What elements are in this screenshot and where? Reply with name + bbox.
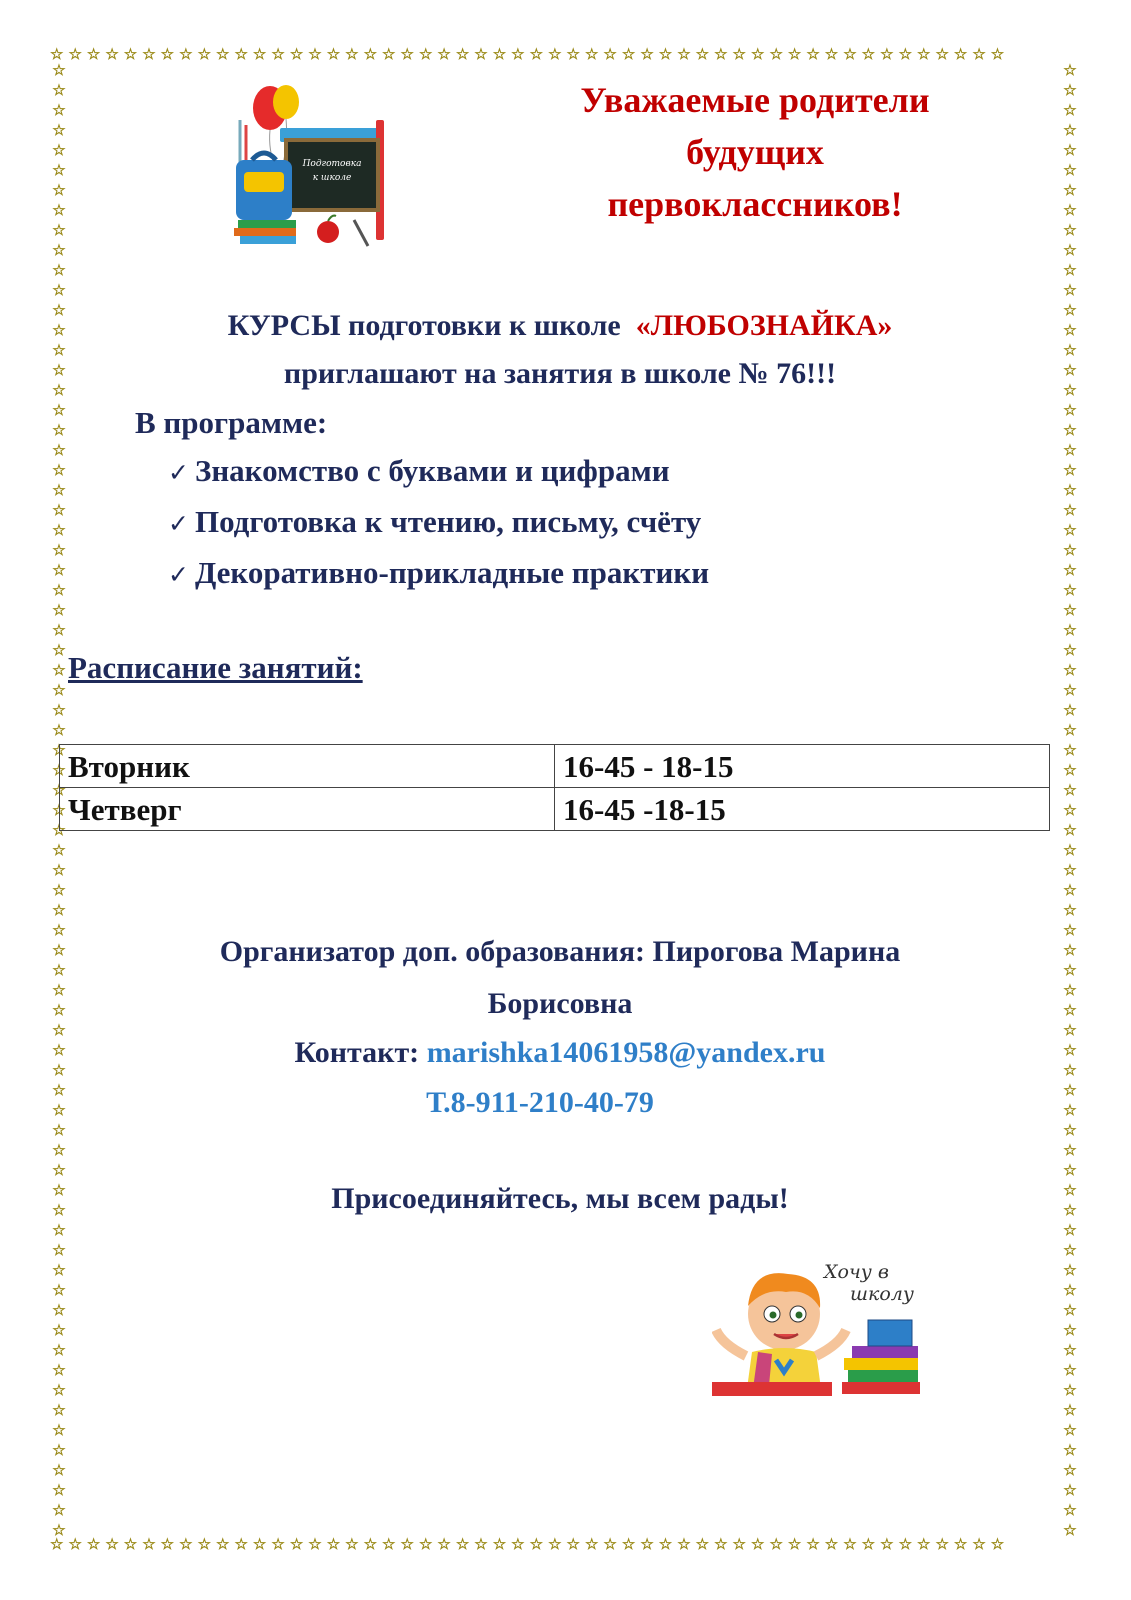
checkmark-icon: ✓: [168, 509, 189, 538]
schedule-title: Расписание занятий:: [68, 650, 363, 685]
contact-label: Контакт:: [294, 1036, 420, 1069]
table-row: [60, 788, 1050, 831]
course-name: «ЛЮБОЗНАЙКА»: [635, 309, 893, 342]
organizer-line-2: Борисовна: [487, 987, 633, 1020]
svg-text:к школе: к школе: [312, 173, 352, 183]
svg-text:Подготовка: Подготовка: [302, 159, 362, 169]
page-title: [520, 74, 990, 230]
books-stack-icon: [842, 1382, 920, 1394]
schedule-time: 16-45 - 18-15: [555, 745, 1050, 788]
schedule-time: 16-45 -18-15: [555, 788, 1050, 831]
courses-line-1: [100, 302, 1020, 350]
school-prep-illustration: [228, 80, 398, 255]
courses-invite: приглашают на занятия в школе № 76!!!: [283, 357, 837, 390]
balloon-yellow-icon: [273, 85, 299, 119]
schedule-day: Четверг: [60, 788, 555, 831]
program-list: [168, 446, 709, 599]
title-line-2: будущих: [686, 132, 824, 172]
star-border-left: ☆☆☆☆☆☆☆☆☆☆☆☆☆☆☆☆☆☆☆☆☆☆☆☆☆☆☆☆☆☆☆☆☆☆☆☆☆☆☆☆☆☆☆☆☆☆☆☆☆☆☆☆☆☆☆☆☆☆☆☆☆☆☆☆☆☆☆☆☆☆☆☆☆☆: [52, 61, 66, 1538]
closing-message: Присоединяйтесь, мы всем рады!: [331, 1182, 789, 1215]
courses-prefix: КУРСЫ подготовки к школе: [227, 309, 621, 342]
list-item: ✓ Подготовка к чтению, письму, счёту: [168, 497, 709, 548]
table-row: [60, 745, 1050, 788]
list-item: ✓ Декоративно-прикладные практики: [168, 548, 709, 599]
checkmark-icon: ✓: [168, 458, 189, 487]
program-label: В программе:: [135, 405, 328, 440]
star-border-right: ☆☆☆☆☆☆☆☆☆☆☆☆☆☆☆☆☆☆☆☆☆☆☆☆☆☆☆☆☆☆☆☆☆☆☆☆☆☆☆☆☆☆☆☆☆☆☆☆☆☆☆☆☆☆☆☆☆☆☆☆☆☆☆☆☆☆☆☆☆☆☆☆☆☆: [1063, 61, 1077, 1538]
checkmark-icon: ✓: [168, 560, 189, 589]
contact-email-link[interactable]: marishka14061958@yandex.ru: [426, 1036, 826, 1069]
svg-text:школу: школу: [850, 1283, 914, 1305]
list-item: ✓ Знакомство с буквами и цифрами: [168, 446, 709, 497]
star-border-bottom: ☆☆☆☆☆☆☆☆☆☆☆☆☆☆☆☆☆☆☆☆☆☆☆☆☆☆☆☆☆☆☆☆☆☆☆☆☆☆☆☆☆☆☆☆☆☆☆☆☆☆☆☆: [50, 1535, 1010, 1553]
schedule-table: [59, 744, 1050, 831]
title-line-1: Уважаемые родители: [580, 80, 930, 120]
contact-phone: Т.8-911-210-40-79: [426, 1086, 654, 1119]
svg-text:Хочу в: Хочу в: [824, 1261, 889, 1283]
star-border-top: ☆☆☆☆☆☆☆☆☆☆☆☆☆☆☆☆☆☆☆☆☆☆☆☆☆☆☆☆☆☆☆☆☆☆☆☆☆☆☆☆☆☆☆☆☆☆☆☆☆☆☆☆: [50, 45, 1010, 63]
contact-line: [100, 1028, 1020, 1078]
boy-with-books-illustration: [712, 1248, 934, 1396]
courses-intro: [100, 302, 1020, 398]
title-line-3: первоклассников!: [607, 184, 903, 224]
organizer-info: [100, 926, 1020, 1030]
apple-icon: [317, 221, 339, 243]
organizer-line-1: Организатор доп. образования: Пирогова Марина: [219, 935, 901, 968]
schedule-day: Вторник: [60, 745, 555, 788]
